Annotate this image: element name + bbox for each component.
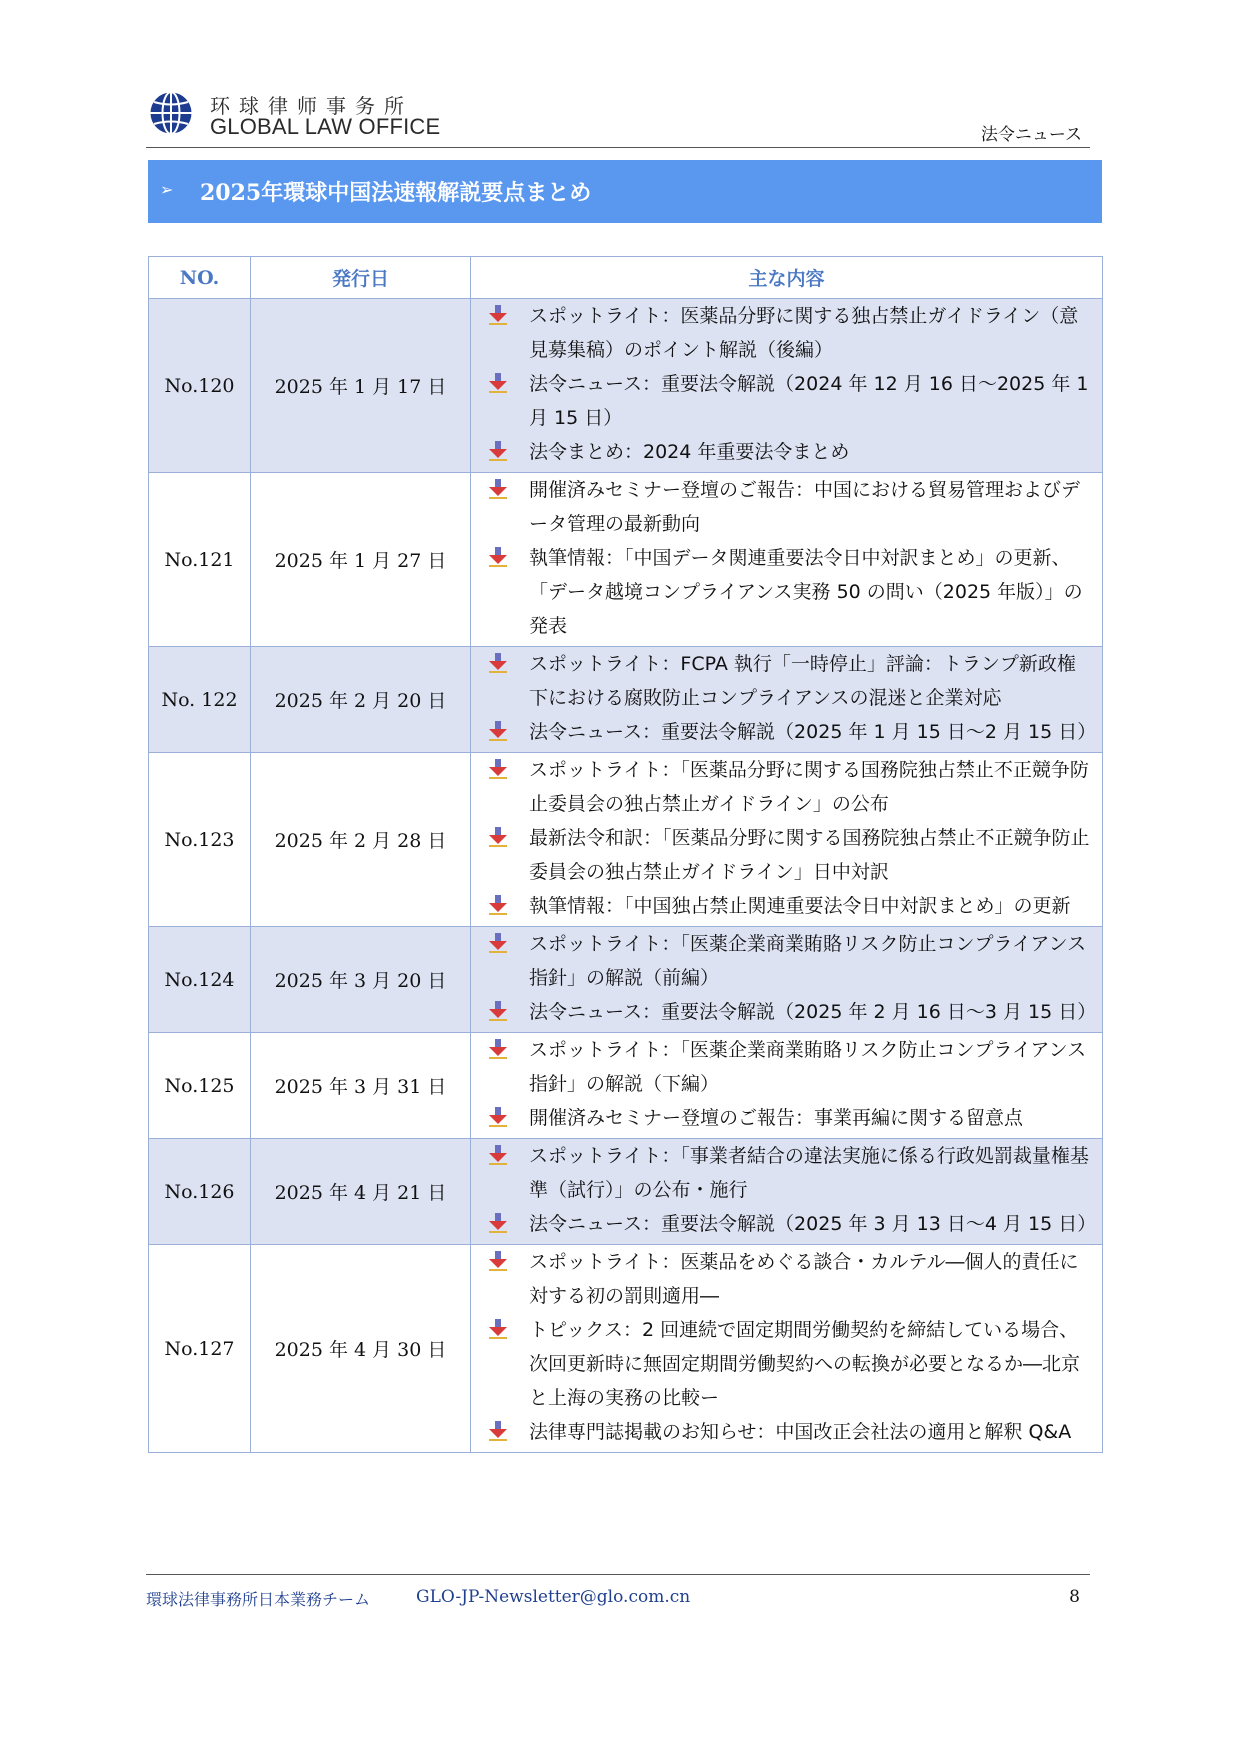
arrow-bullet-icon	[489, 721, 507, 743]
arrow-bullet-icon	[489, 305, 507, 327]
issue-contents	[471, 647, 1103, 753]
issue-number: No.124	[149, 927, 251, 1033]
table-row	[149, 927, 1103, 1033]
page-header	[146, 84, 1090, 148]
content-item	[483, 1313, 1092, 1415]
logo-chinese-name: 环球律师事务所	[210, 94, 413, 118]
issue-date: 2025 年 3 月 20 日	[251, 927, 471, 1033]
globe-logo-icon	[148, 90, 194, 136]
content-item	[483, 367, 1092, 435]
arrow-bullet-icon	[489, 1319, 507, 1341]
issue-contents	[471, 299, 1103, 473]
table-row	[149, 299, 1103, 473]
issue-contents	[471, 1245, 1103, 1453]
content-item	[483, 647, 1092, 715]
issues-table	[148, 256, 1103, 1453]
arrow-bullet-icon	[489, 895, 507, 917]
issue-number: No.125	[149, 1033, 251, 1139]
content-item	[483, 1033, 1092, 1101]
issue-number: No.121	[149, 473, 251, 647]
arrow-bullet-icon	[489, 933, 507, 955]
issue-contents	[471, 1139, 1103, 1245]
issue-number: No.127	[149, 1245, 251, 1453]
footer-email[interactable]: GLO-JP-Newsletter@glo.com.cn	[416, 1587, 691, 1607]
content-item-text: スポットライト：「事業者結合の違法実施に係る行政処罰裁量権基準（試行）」の公布・施行	[529, 1145, 1089, 1201]
content-item	[483, 821, 1092, 889]
issue-contents	[471, 753, 1103, 927]
content-item-text: 法律専門誌掲載のお知らせ：中国改正会社法の適用と解釈 Q&A	[529, 1421, 1072, 1443]
issue-contents	[471, 473, 1103, 647]
content-item	[483, 1101, 1092, 1135]
content-item	[483, 1245, 1092, 1313]
column-header-date: 発行日	[251, 257, 471, 299]
column-header-no: NO.	[149, 257, 251, 299]
content-item-text: スポットライト：「医薬企業商業賄賂リスク防止コンプライアンス指針」の解説（下編）	[529, 1039, 1087, 1095]
content-item	[483, 1415, 1092, 1449]
content-item-text: スポットライト：FCPA 執行「一時停止」評論：トランプ新政権下における腐敗防止コンプライアンスの混迷と企業対応	[529, 653, 1076, 709]
logo-english-name: GLOBAL LAW OFFICE	[210, 114, 441, 139]
content-item	[483, 995, 1097, 1029]
issue-number: No. 122	[149, 647, 251, 753]
content-item-text: スポットライト：医薬品をめぐる談合・カルテル―個人的責任に対する初の罰則適用―	[529, 1251, 1079, 1307]
content-item	[483, 715, 1097, 749]
content-item-text: スポットライト：医薬品分野に関する独占禁止ガイドライン（意見募集稿）のポイント解説（後編）	[529, 305, 1079, 361]
content-item-text: 法令ニュース：重要法令解説（2025 年 3 月 13 日～4 月 15 日）	[529, 1213, 1097, 1235]
issue-date: 2025 年 4 月 21 日	[251, 1139, 471, 1245]
content-item-text: スポットライト：「医薬企業商業賄賂リスク防止コンプライアンス指針」の解説（前編）	[529, 933, 1087, 989]
arrow-bullet-icon	[489, 1107, 507, 1129]
table-row	[149, 647, 1103, 753]
content-item	[483, 435, 1092, 469]
content-item-text: 最新法令和訳：「医薬品分野に関する国務院独占禁止不正競争防止委員会の独占禁止ガイドライン」日中対訳	[529, 827, 1090, 883]
table-row	[149, 1033, 1103, 1139]
content-item	[483, 1139, 1092, 1207]
issue-contents	[471, 927, 1103, 1033]
content-item-text: 法令ニュース：重要法令解説（2025 年 2 月 16 日～3 月 15 日）	[529, 1001, 1097, 1023]
issue-number: No.123	[149, 753, 251, 927]
content-item-text: トピックス：2 回連続で固定期間労働契約を締結している場合、次回更新時に無固定期間労働契約への転換が必要となるか―北京と上海の実務の比較ー	[529, 1319, 1081, 1409]
content-item	[483, 473, 1092, 541]
issue-date: 2025 年 3 月 31 日	[251, 1033, 471, 1139]
arrow-bullet-icon	[489, 1421, 507, 1443]
arrow-bullet-icon	[489, 653, 507, 675]
section-label: 法令ニュース	[980, 125, 1082, 145]
section-title: 2025年環球中国法速報解説要点まとめ	[200, 180, 592, 206]
content-item-text: 執筆情報：「中国独占禁止関連重要法令日中対訳まとめ」の更新	[529, 895, 1071, 917]
content-item	[483, 1207, 1097, 1241]
table-header-row	[149, 257, 1103, 299]
issue-number: No.120	[149, 299, 251, 473]
arrow-bullet-icon	[489, 1145, 507, 1167]
issue-contents	[471, 1033, 1103, 1139]
footer-organization: 環球法律事務所日本業務チーム	[146, 1590, 371, 1609]
arrow-bullet-icon	[489, 479, 507, 501]
content-item-text: 開催済みセミナー登壇のご報告：中国における貿易管理およびデータ管理の最新動向	[529, 479, 1081, 535]
arrow-bullet-icon	[489, 547, 507, 569]
issue-date: 2025 年 4 月 30 日	[251, 1245, 471, 1453]
arrow-bullet-icon	[489, 759, 507, 781]
arrow-bullet-icon	[489, 441, 507, 463]
content-item	[483, 889, 1092, 923]
issue-number: No.126	[149, 1139, 251, 1245]
issue-date: 2025 年 2 月 28 日	[251, 753, 471, 927]
content-item-text: 開催済みセミナー登壇のご報告：事業再編に関する留意点	[529, 1107, 1024, 1129]
content-item-text: スポットライト：「医薬品分野に関する国務院独占禁止不正競争防止委員会の独占禁止ガイドライン」の公布	[529, 759, 1089, 815]
page-number: 8	[1069, 1587, 1080, 1607]
content-item-text: 法令ニュース：重要法令解説（2024 年 12 月 16 日～2025 年 1 月 15 日）	[529, 373, 1089, 429]
arrow-bullet-icon: ➢	[160, 180, 174, 199]
content-item	[483, 927, 1092, 995]
content-item-text: 執筆情報：「中国データ関連重要法令日中対訳まとめ」の更新、「データ越境コンプライアンス実務 50 の問い（2025 年版）」の発表	[529, 547, 1083, 637]
issue-date: 2025 年 1 月 27 日	[251, 473, 471, 647]
table-row	[149, 1139, 1103, 1245]
content-item-text: 法令まとめ：2024 年重要法令まとめ	[529, 441, 850, 463]
arrow-bullet-icon	[489, 1213, 507, 1235]
table-row	[149, 473, 1103, 647]
page-footer	[146, 1574, 1090, 1614]
table-row	[149, 753, 1103, 927]
section-title-bar	[148, 160, 1102, 223]
table-row	[149, 1245, 1103, 1453]
issue-date: 2025 年 2 月 20 日	[251, 647, 471, 753]
content-item	[483, 753, 1092, 821]
arrow-bullet-icon	[489, 827, 507, 849]
issue-date: 2025 年 1 月 17 日	[251, 299, 471, 473]
arrow-bullet-icon	[489, 373, 507, 395]
arrow-bullet-icon	[489, 1039, 507, 1061]
arrow-bullet-icon	[489, 1251, 507, 1273]
column-header-content: 主な内容	[471, 257, 1103, 299]
content-item	[483, 541, 1092, 643]
content-item-text: 法令ニュース：重要法令解説（2025 年 1 月 15 日～2 月 15 日）	[529, 721, 1097, 743]
arrow-bullet-icon	[489, 1001, 507, 1023]
content-item	[483, 299, 1092, 367]
